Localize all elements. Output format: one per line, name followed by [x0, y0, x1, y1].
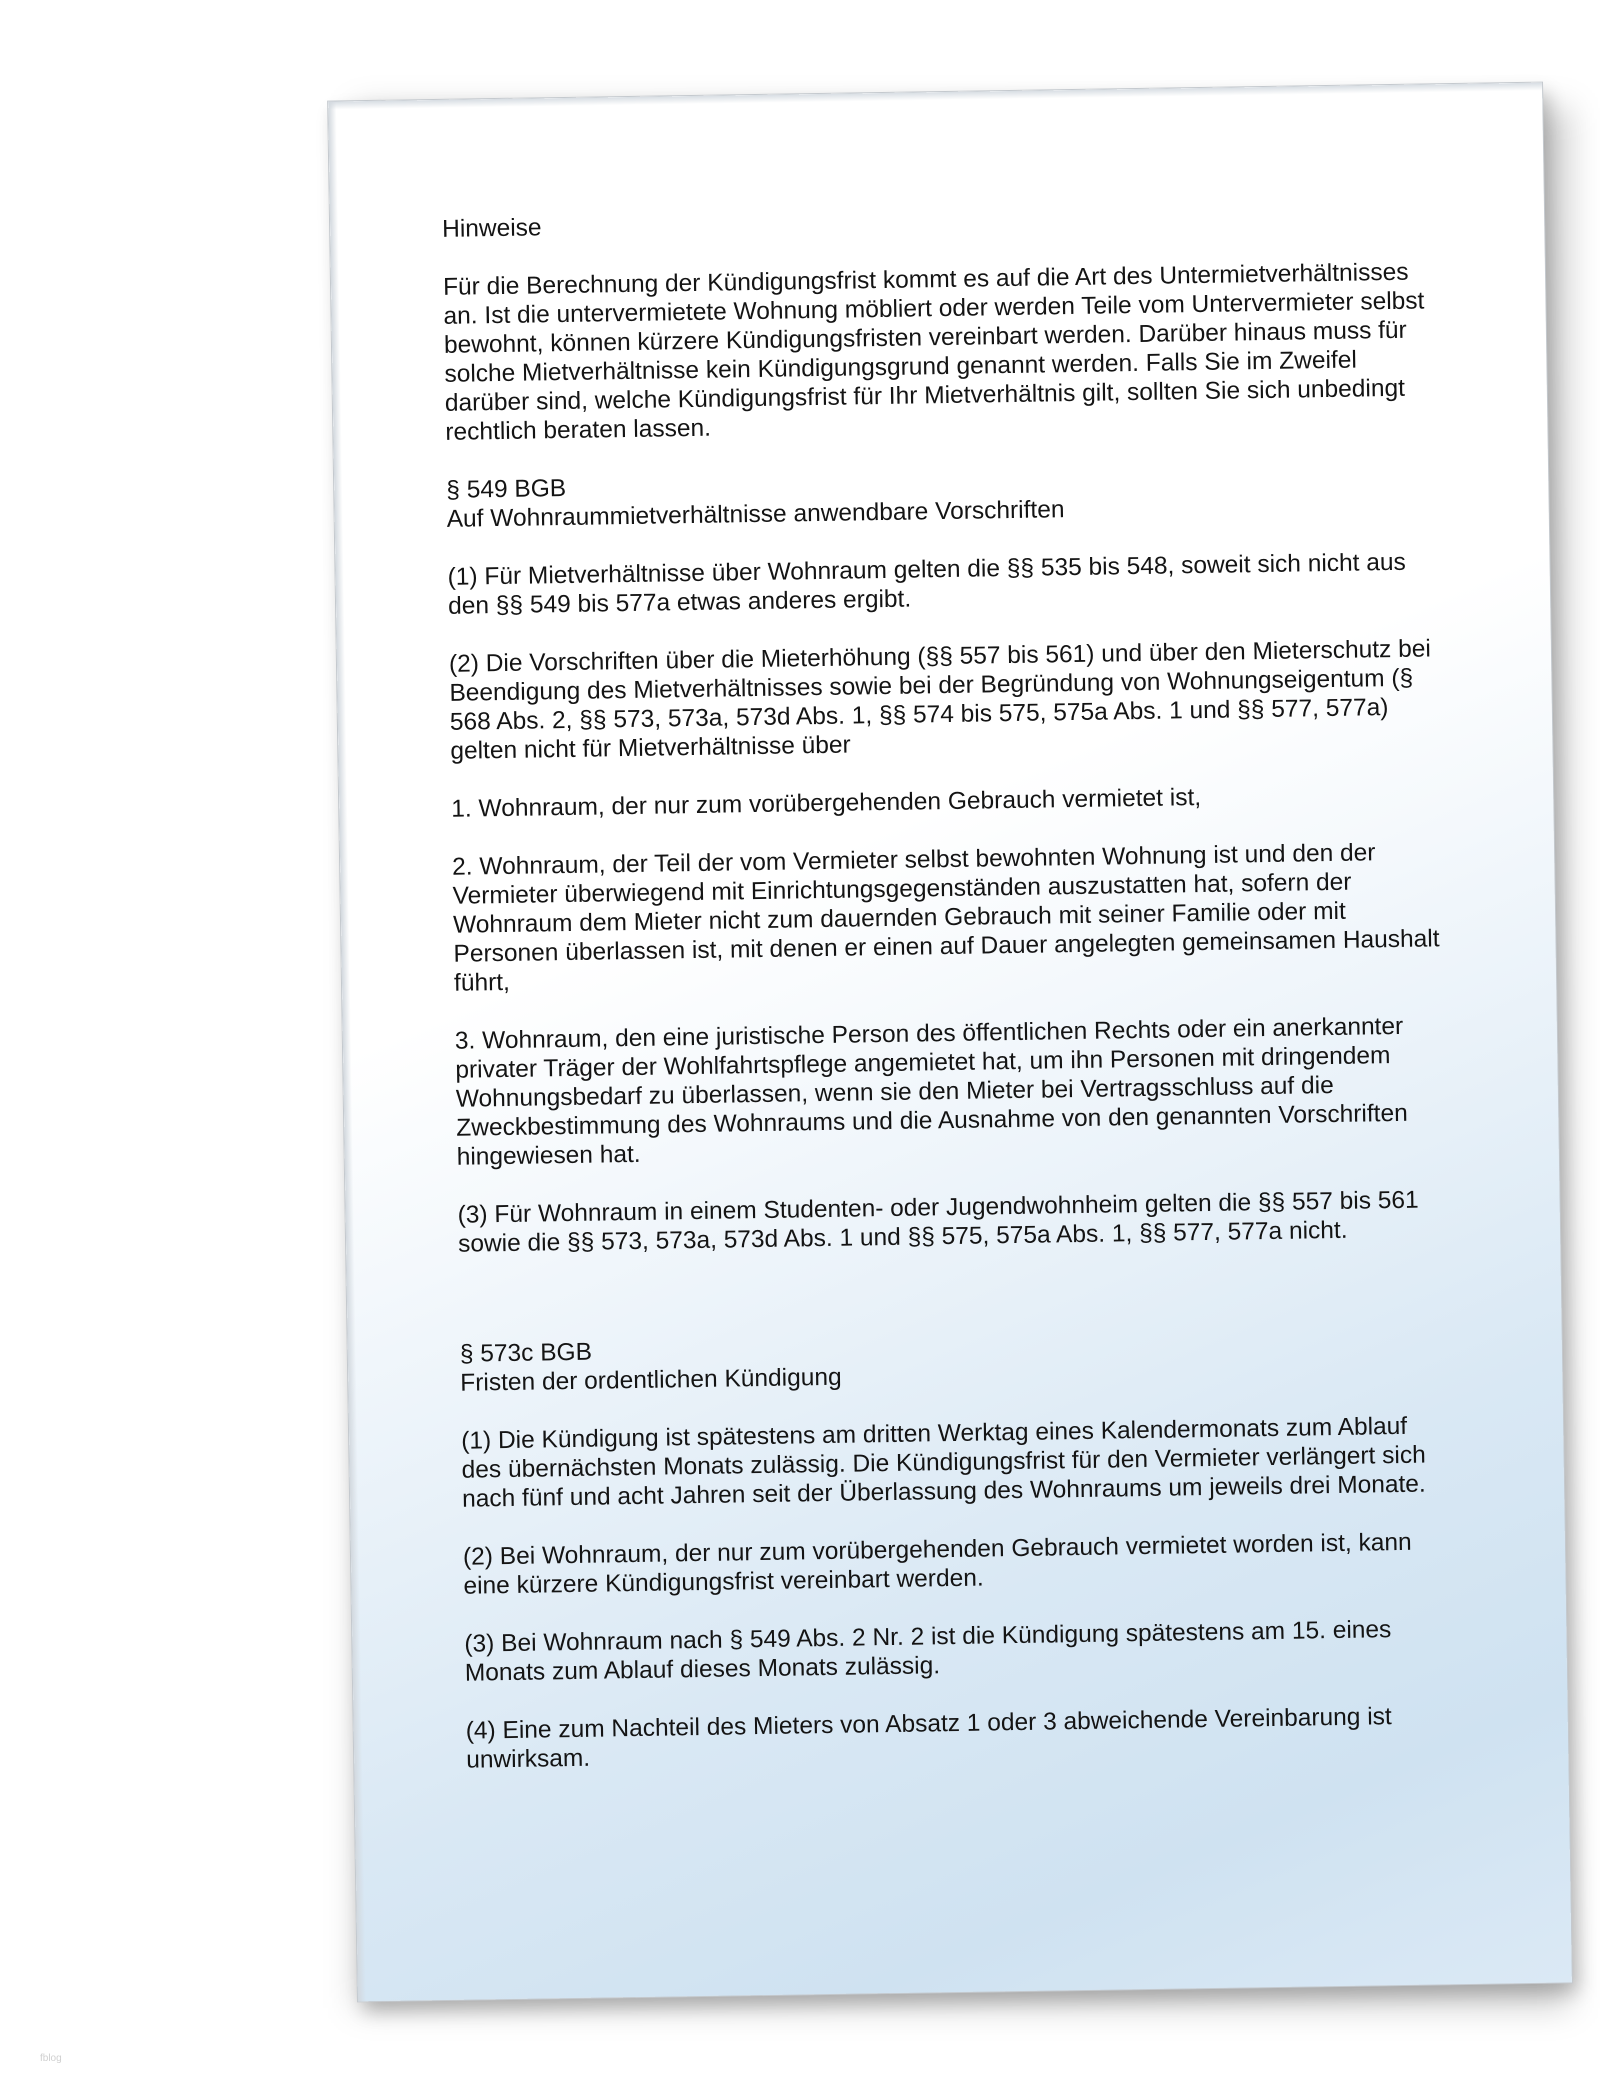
watermark-text: fblog [40, 2053, 62, 2064]
section-573c-title: § 573c BGB [459, 1338, 593, 1368]
paper-left-edge [328, 102, 366, 2002]
section-573c-paragraph-1: (1) Die Kündigung ist spätestens am dritten Werktag eines Kalendermonats zum Ablauf des übernächsten Monats zulässig. Die Kündigungsfrist für den Vermieter verlängert sich nach fünf und acht Jahren seit der Überlassung des Wohnraums um jeweils drei Monate. [460, 1412, 1426, 1513]
document-content [442, 199, 1457, 1803]
document-page [328, 83, 1572, 2002]
section-573c-paragraph-3: (3) Bei Wohnraum nach § 549 Abs. 2 Nr. 2 ist die Kündigung spätestens am 15. eines Monats zum Ablauf dieses Monats zulässig. [464, 1616, 1392, 1687]
paper-top-edge [328, 83, 1542, 110]
section-549-item-1: 1. Wohnraum, der nur zum vorübergehenden Gebrauch vermietet ist, [451, 784, 1202, 823]
document-heading: Hinweise [441, 214, 542, 243]
section-549-item-3: 3. Wohnraum, den eine juristische Person des öffentlichen Rechts oder ein anerkannter privater Träger der Wohlfahrtspflege angemietet hat, um ihn Personen mit dringendem Wohnungsbedarf zu überlassen, wenn sie den Mieter bei Vertragsschluss auf die Zweckbestimmung des Wohnraums und die Ausnahme von den genannten Vorschriften hingewiesen hat. [454, 1012, 1408, 1171]
section-549-item-2: 2. Wohnraum, der Teil der vom Vermieter selbst bewohnten Wohnung ist und den der Vermieter überwiegend mit Einrichtungsgegenständen auszustatten hat, sofern der Wohnraum dem Mieter nicht zum dauernden Gebrauch mit seiner Familie oder mit Personen überlassen ist, mit denen er einen auf Dauer angelegten gemeinsamen Haushalt führt, [451, 839, 1440, 997]
section-549 [446, 460, 1448, 1258]
section-573c-paragraph-2: (2) Bei Wohnraum, der nur zum vorübergehenden Gebrauch vermietet worden ist, kann eine kürzere Kündigungsfrist vereinbart werden. [462, 1528, 1412, 1600]
section-573c-paragraph-4: (4) Eine zum Nachteil des Mieters von Absatz 1 oder 3 abweichende Vereinbarung ist unwirksam. [465, 1703, 1392, 1774]
section-549-paragraph-2: (2) Die Vorschriften über die Mieterhöhung (§§ 557 bis 561) und über den Mieterschutz bei Beendigung des Mietverhältnisses sowie bei der Begründung von Wohnungseigentum (§ 568 Abs. 2, §§ 573, 573a, 573d Abs. 1, §§ 574 bis 575, 575a Abs. 1 und §§ 577, 577a) gelten nicht für Mietverhältnisse über [448, 635, 1432, 765]
section-573c [460, 1324, 1457, 1774]
intro-paragraph: Für die Berechnung der Kündigungsfrist kommt es auf die Art des Untermietverhältnisses an. Ist die untervermietete Wohnung möbliert oder werden Teile vom Untervermieter selbst bewohnt, können kürzere Kündigungsfristen vereinbart werden. Darüber hinaus muss für solche Mietverhältnisse kein Kündigungsgrund genannt werden. Falls Sie im Zweifel darüber sind, welche Kündigungsfrist für Ihr Mietverhältnis gilt, sollten Sie sich unbedingt rechtlich beraten lassen. [442, 258, 1425, 446]
section-573c-subtitle: Fristen der ordentlichen Kündigung [460, 1363, 842, 1397]
section-549-title: § 549 BGB [446, 474, 567, 504]
section-549-paragraph-3: (3) Für Wohnraum in einem Studenten- oder Jugendwohnheim gelten die §§ 557 bis 561 sowie die §§ 573, 573a, 573d Abs. 1 und §§ 575, 575a Abs. 1, §§ 577, 577a nicht. [457, 1186, 1419, 1258]
section-549-subtitle: Auf Wohnraummietverhältnisse anwendbare Vorschriften [446, 496, 1065, 533]
section-549-paragraph-1: (1) Für Mietverhältnisse über Wohnraum gelten die §§ 535 bis 548, soweit sich nicht aus den §§ 549 bis 577a etwas anderes ergibt. [447, 548, 1406, 620]
